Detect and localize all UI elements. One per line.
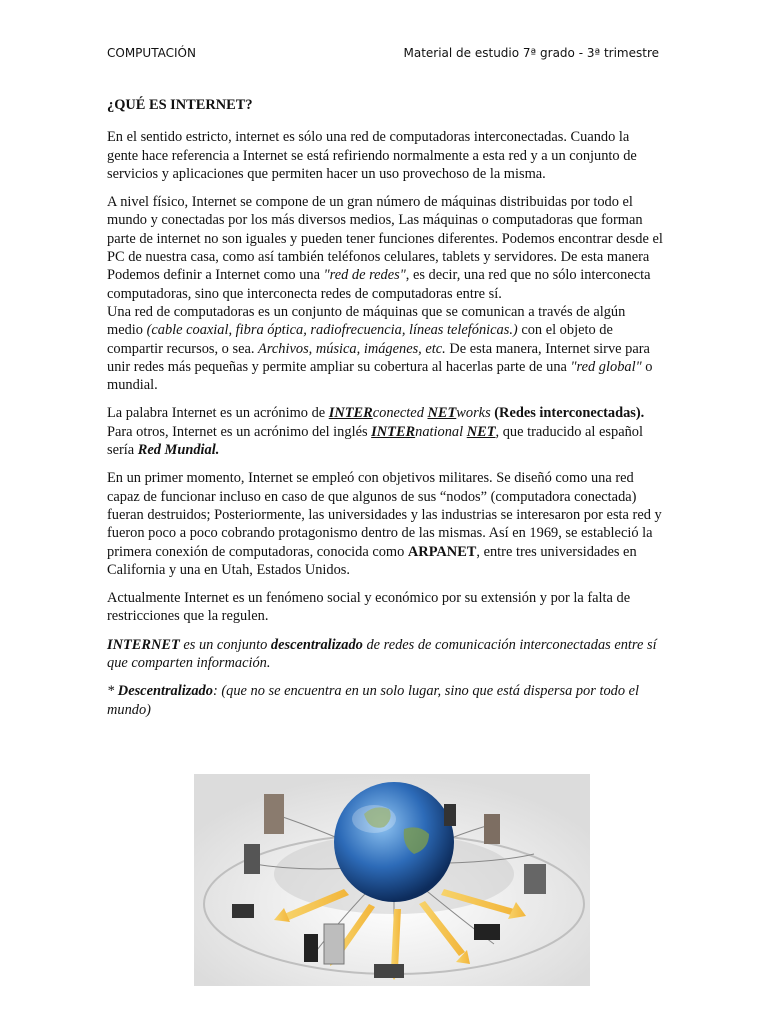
- header-course-info: Material de estudio 7ª grado - 3ª trimestre: [403, 46, 659, 60]
- acronym-highlight: NET: [466, 423, 496, 440]
- text-bold-italic: INTERNET: [107, 636, 180, 653]
- acronym-highlight: INTER: [371, 423, 416, 440]
- text-emphasis: conected: [372, 405, 428, 422]
- document-body: [107, 96, 663, 729]
- paragraph-history: [107, 469, 663, 579]
- text-run: con el objeto de compartir recursos, o sea.: [107, 322, 613, 357]
- text-run: , es decir, una red que no sólo interconecta computadoras, sino que interconecta redes de computadoras entre sí.: [107, 267, 651, 302]
- text-emphasis: *: [107, 683, 118, 700]
- header-subject: COMPUTACIÓN: [107, 46, 196, 60]
- paragraph-footnote: [107, 682, 663, 719]
- paragraph-definition: En el sentido estricto, internet es sólo una red de computadoras interconectadas. Cuando la gente hace referencia a Internet se está refiriendo normalmente a esta red y a un conjunto de servicios y aplicaciones que permiten hacer un uso provechoso de la misma.: [107, 129, 637, 182]
- globe-network-illustration: [194, 774, 590, 986]
- text-run: , que traducido al español sería: [107, 423, 643, 459]
- text-run: La palabra Internet es un acrónimo de: [107, 405, 329, 422]
- text-emphasis: "red global": [570, 358, 642, 375]
- text-bold: (Redes interconectadas).: [490, 405, 645, 422]
- text-emphasis: Archivos, música, imágenes, etc.: [258, 340, 446, 357]
- paragraph-computer-network: [107, 303, 663, 394]
- text-emphasis: es un conjunto: [179, 636, 271, 653]
- paragraph-acronym-1: [107, 404, 663, 422]
- paragraph-current: Actualmente Internet es un fenómeno social y económico por su extensión y por la falta de restricciones que la regulen.: [107, 590, 631, 625]
- paragraph-acronym-2: [107, 423, 663, 460]
- text-emphasis: (cable coaxial, fibra óptica, radiofrecuencia, líneas telefónicas.): [146, 322, 518, 339]
- paragraph-summary: [107, 636, 663, 673]
- paragraph-physical-level: [107, 193, 663, 303]
- page-header: [107, 46, 659, 64]
- text-emphasis: : (que no se encuentra en un solo lugar, sino que está dispersa por todo el mundo): [107, 683, 640, 718]
- text-bold-italic: descentralizado: [270, 636, 363, 653]
- text-emphasis: de redes de comunicación interconectadas entre sí que comparten información.: [107, 636, 657, 672]
- text-bold: ARPANET: [407, 543, 477, 560]
- text-run: A nivel físico, Internet se compone de un gran número de máquinas distribuidas por todo el mundo y conectadas por los más diversos medios, Las máquinas o computadoras que forman parte de internet no son iguales y pueden tener funciones diferentes. Podemos encontrar desde el PC de nuestra casa, como así también teléfonos celulares, tablets y servidores. De esta manera Podemos definir a Internet como una: [107, 194, 663, 284]
- text-run: o mundial.: [107, 358, 653, 394]
- acronym-highlight: INTER: [328, 405, 373, 422]
- text-emphasis: national: [415, 423, 467, 440]
- text-run: Para otros, Internet es un acrónimo del inglés: [107, 423, 372, 440]
- text-run: Una red de computadoras es un conjunto de máquinas que se comunican a través de algún medio: [107, 303, 626, 339]
- acronym-highlight: NET: [427, 405, 457, 422]
- page-title: ¿QUÉ ES INTERNET?: [107, 97, 253, 113]
- text-bold-italic: Descentralizado: [117, 683, 213, 700]
- text-run: De esta manera, Internet sirve para unir redes más pequeñas y permite ampliar su cobertura al hacerlas parte de una: [107, 340, 650, 375]
- text-run: , entre tres universidades en California y una en Utah, Estados Unidos.: [107, 543, 637, 578]
- text-bold-italic: Red Mundial.: [137, 442, 220, 459]
- text-emphasis: "red de redes": [323, 267, 406, 284]
- text-run: En un primer momento, Internet se empleó con objetivos militares. Se diseñó como una red capaz de funcionar incluso en caso de que algunos de sus “nodos” (computadora conectada) fueran destruidos; Posteriormente, las universidades y las industrias se interesaron por esta red y fueron poco a poco cobrando protagonismo dentro de las mismas. Así en 1969, se estableció la primera conexión de computadoras, conocida como: [107, 470, 662, 560]
- text-emphasis: works: [456, 405, 491, 422]
